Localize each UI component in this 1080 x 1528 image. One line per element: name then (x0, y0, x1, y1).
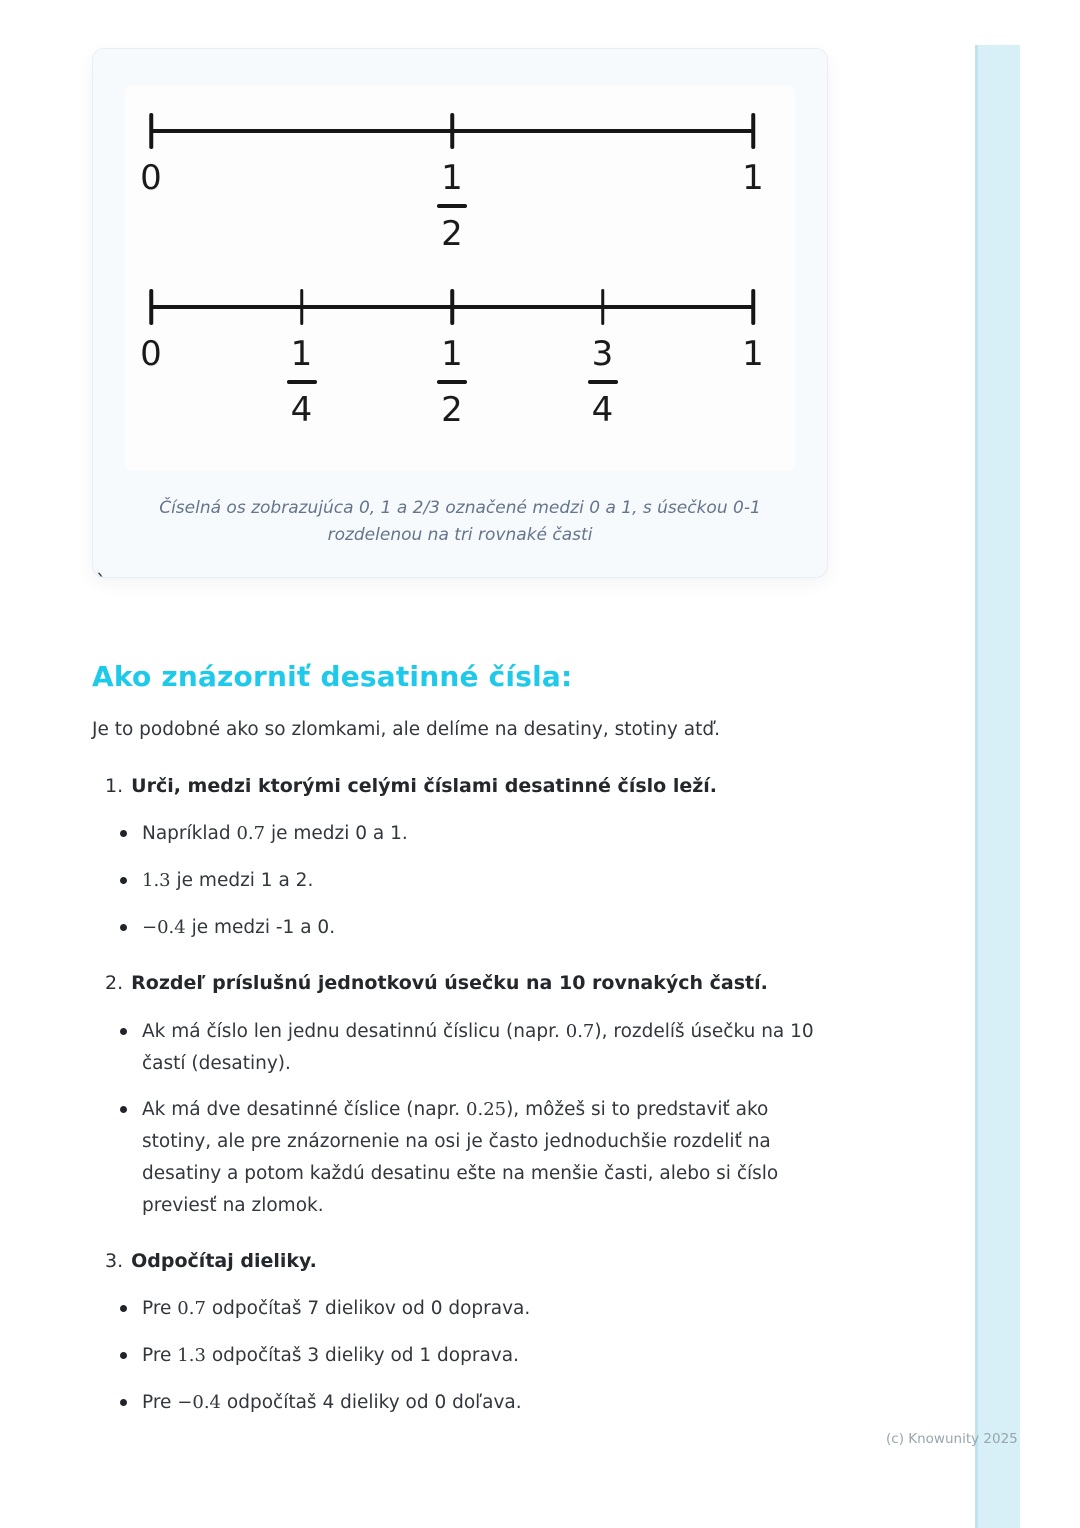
bullet-item (92, 1387, 832, 1419)
math-number: 0.7 (236, 823, 266, 845)
fraction-denominator: 2 (441, 213, 463, 254)
text-run: ), rozdelíš úsečku na 10 častí (desatiny). (142, 1020, 814, 1074)
number-line (140, 289, 764, 445)
bullet-text (142, 818, 408, 850)
stray-backtick: ` (96, 570, 106, 594)
bullet-text (142, 912, 335, 944)
text-run: je medzi 0 a 1. (265, 823, 408, 845)
fraction-denominator: 4 (290, 389, 313, 430)
bullet-dot (120, 830, 127, 837)
bullet-dot (120, 1352, 127, 1359)
text-run: je medzi -1 a 0. (185, 917, 336, 939)
math-number: 0.25 (466, 1099, 507, 1121)
text-run: Pre (142, 1392, 178, 1414)
math-number: 1.3 (177, 1345, 206, 1367)
tick-label: 0 (140, 334, 162, 374)
bullet-dot (120, 924, 127, 931)
tick-mark (751, 289, 755, 325)
bullet-item (92, 912, 832, 944)
math-number: 0.7 (177, 1298, 206, 1320)
step-item (92, 970, 832, 1222)
bullet-dot (120, 877, 127, 884)
bullet-item (92, 1340, 832, 1372)
bullet-dot (120, 1028, 127, 1035)
fraction-bar (437, 380, 467, 384)
content-column (92, 640, 832, 1445)
tick-label: 1 (742, 158, 764, 198)
tick-mark (450, 113, 454, 149)
math-number: −0.4 (142, 917, 186, 939)
step-header (92, 773, 832, 801)
bullet-text (142, 1094, 832, 1221)
step-header (92, 970, 832, 998)
tick-label (287, 335, 317, 429)
math-number: 0.7 (565, 1020, 595, 1042)
text-run: odpočítaš 4 dieliky od 0 doľava. (221, 1392, 522, 1414)
math-number: −0.4 (177, 1392, 222, 1414)
section-heading: Ako znázorniť desatinné čísla: (92, 660, 573, 693)
text-run: Pre (142, 1345, 178, 1367)
fraction-numerator: 3 (591, 334, 614, 374)
tick-mark (149, 113, 153, 149)
tick-mark (751, 113, 755, 149)
bullet-text (142, 1340, 519, 1372)
step-title: Rozdeľ príslušnú jednotkovú úsečku na 10 rovnakých častí. (131, 972, 768, 994)
step-item (92, 773, 832, 944)
fraction-bar (287, 380, 317, 384)
text-run: ), môžeš si to predstaviť ako stotiny, ale pre znázornenie na osi je často jednoduchšie rozdeliť na desatiny a potom každú desatinu ešte na menšie časti, alebo si číslo previesť na zlomok. (142, 1099, 779, 1216)
section-intro: Je to podobné ako so zlomkami, ale delíme na desatiny, stotiny atď. (92, 719, 720, 740)
step-item (92, 1248, 832, 1419)
text-run: Pre (142, 1298, 178, 1320)
fraction-numerator: 1 (441, 158, 463, 198)
text-run: Ak má číslo len jednu desatinnú číslicu (napr. (142, 1020, 566, 1042)
step-title: Odpočítaj dieliky. (131, 1249, 317, 1272)
fraction-denominator: 4 (591, 389, 614, 430)
number-lines (125, 85, 795, 471)
number-line (140, 113, 764, 269)
bullet-text (142, 1387, 522, 1419)
text-run: Ak má dve desatinné číslice (napr. (142, 1099, 467, 1121)
bullet-item (92, 1293, 832, 1325)
bullet-item (92, 818, 832, 850)
bullet-item (92, 865, 832, 897)
tick-mark (450, 289, 454, 325)
math-number: 1.3 (142, 870, 171, 892)
copyright-text: (c) Knowunity 2025 (886, 1431, 1018, 1447)
bullet-item (92, 1094, 832, 1221)
tick-mark (300, 289, 304, 325)
tick-label (437, 335, 467, 429)
steps-list (92, 773, 832, 1420)
text-run: je medzi 1 a 2. (170, 870, 314, 892)
fraction-bar (588, 380, 618, 384)
bullet-item (92, 1016, 832, 1080)
tick-mark (601, 289, 605, 325)
fraction-numerator: 1 (441, 334, 463, 374)
figure-caption: Číselná os zobrazujúca 0, 1 a 2/3 označené medzi 0 a 1, s úsečkou 0-1 rozdelenou na tri rovnaké časti (159, 498, 761, 546)
bullet-dot (120, 1106, 127, 1113)
fraction-bar (437, 204, 467, 208)
text-run: odpočítaš 3 dieliky od 1 doprava. (205, 1345, 519, 1367)
fraction-denominator: 2 (441, 389, 463, 430)
bullet-text (142, 1293, 530, 1325)
tick-label: 1 (742, 334, 764, 374)
bullet-dot (120, 1399, 127, 1406)
tick-mark (149, 289, 153, 325)
bullet-dot (120, 1305, 127, 1312)
fraction-numerator: 1 (290, 334, 313, 374)
step-number: 2. (105, 972, 124, 994)
text-run: Napríklad (142, 823, 237, 845)
figure-card (92, 48, 828, 578)
step-header (92, 1248, 832, 1276)
bullet-text (142, 865, 313, 897)
step-number: 3. (105, 1249, 124, 1272)
bullet-text (142, 1016, 832, 1080)
step-title: Urči, medzi ktorými celými číslami desatinné číslo leží. (131, 774, 718, 797)
tick-label (588, 335, 618, 429)
step-number: 1. (105, 774, 124, 797)
tick-label: 0 (140, 158, 162, 198)
text-run: odpočítaš 7 dielikov od 0 doprava. (205, 1298, 531, 1320)
right-edge-strip (975, 45, 1020, 1528)
tick-label (437, 159, 467, 253)
